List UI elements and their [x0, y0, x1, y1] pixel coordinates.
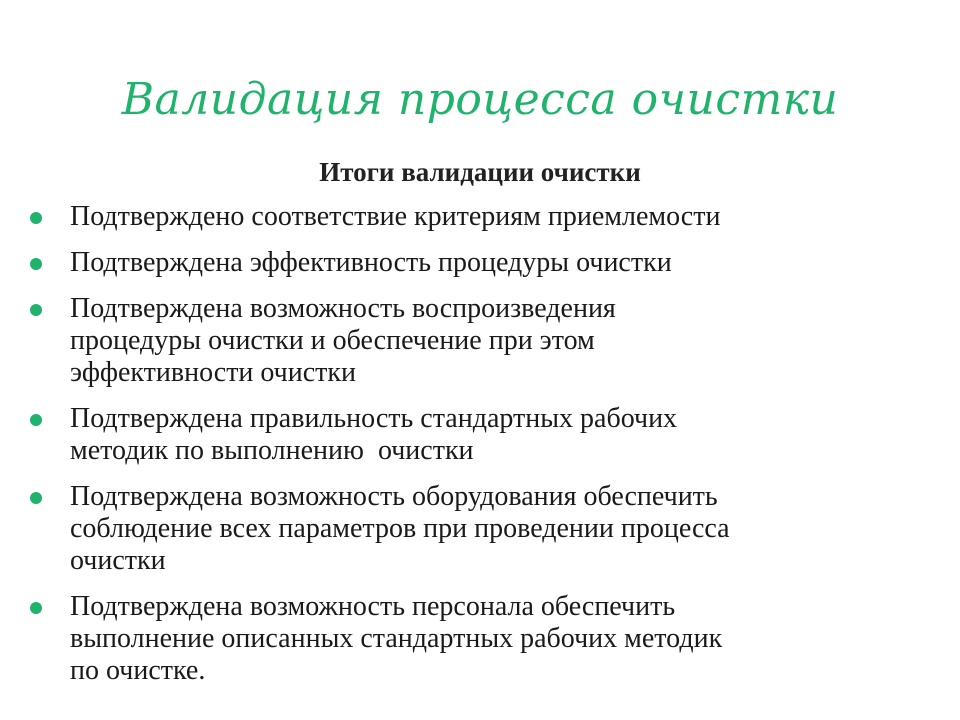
bullet-dot-icon [30, 212, 42, 224]
bullet-item [30, 481, 930, 577]
bullet-item [30, 403, 930, 467]
bullet-item [30, 293, 930, 389]
bullet-dot-icon [30, 414, 42, 426]
bullet-text: Подтверждена возможность оборудования обеспечить соблюдение всех параметров при проведении процесса очистки [70, 481, 730, 576]
bullet-dot-icon [30, 602, 42, 614]
bullet-item [30, 201, 930, 233]
slide-title: Валидация процесса очистки [121, 74, 839, 125]
bullet-text: Подтверждена правильность стандартных рабочих методик по выполнению очистки [70, 403, 678, 466]
bullet-item [30, 247, 930, 279]
slide-subtitle: Итоги валидации очистки [319, 157, 641, 187]
bullet-dot-icon [30, 304, 42, 316]
bullet-dot-icon [30, 492, 42, 504]
bullet-text: Подтверждена эффективность процедуры очистки [70, 247, 672, 278]
bullet-text: Подтверждена возможность персонала обеспечить выполнение описанных стандартных рабочих методик по очистке. [70, 591, 723, 686]
bullet-list [30, 201, 930, 701]
bullet-dot-icon [30, 258, 42, 270]
bullet-text: Подтверждена возможность воспроизведения процедуры очистки и обеспечение при этом эффективности очистки [70, 293, 616, 388]
bullet-item [30, 591, 930, 687]
bullet-text: Подтверждено соответствие критериям приемлемости [70, 201, 721, 232]
